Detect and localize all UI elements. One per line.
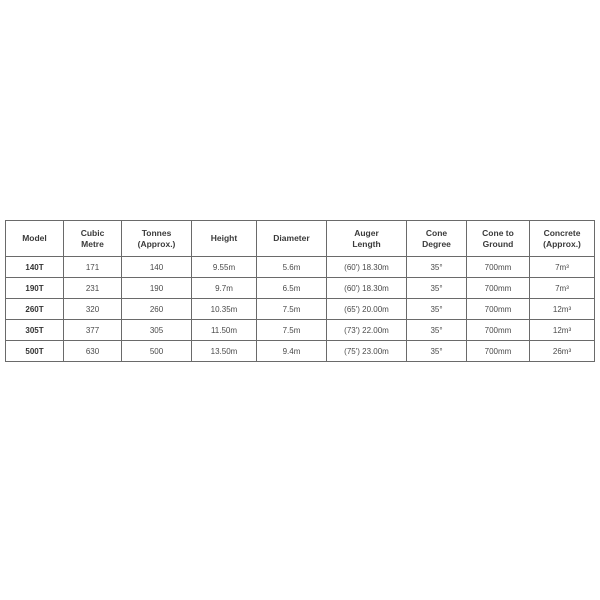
table-row: [6, 341, 595, 362]
cell-model: 500T: [6, 341, 64, 362]
header-height: Height: [192, 221, 257, 257]
header-auger-length: Auger Length: [327, 221, 407, 257]
cell-diameter: 9.4m: [257, 341, 327, 362]
header-tonnes: Tonnes (Approx.): [122, 221, 192, 257]
cell-concrete: 12m³: [530, 299, 595, 320]
cell-auger-length: (75') 23.00m: [327, 341, 407, 362]
cell-cone-degree: 35°: [407, 341, 467, 362]
cell-height: 9.7m: [192, 278, 257, 299]
cell-auger-length: (65') 20.00m: [327, 299, 407, 320]
table-row: [6, 257, 595, 278]
cell-diameter: 7.5m: [257, 299, 327, 320]
cell-diameter: 7.5m: [257, 320, 327, 341]
header-model: Model: [6, 221, 64, 257]
cell-tonnes: 500: [122, 341, 192, 362]
header-cone-to-ground: Cone to Ground: [467, 221, 530, 257]
cell-cone-degree: 35°: [407, 278, 467, 299]
cell-concrete: 12m³: [530, 320, 595, 341]
cell-cubic-metre: 377: [64, 320, 122, 341]
cell-cubic-metre: 630: [64, 341, 122, 362]
cell-height: 10.35m: [192, 299, 257, 320]
cell-cone-degree: 35°: [407, 299, 467, 320]
cell-height: 13.50m: [192, 341, 257, 362]
cell-cone-to-ground: 700mm: [467, 299, 530, 320]
cell-cubic-metre: 320: [64, 299, 122, 320]
table-row: [6, 320, 595, 341]
cell-diameter: 6.5m: [257, 278, 327, 299]
cell-tonnes: 260: [122, 299, 192, 320]
cell-model: 140T: [6, 257, 64, 278]
cell-tonnes: 140: [122, 257, 192, 278]
cell-tonnes: 305: [122, 320, 192, 341]
header-cone-degree: Cone Degree: [407, 221, 467, 257]
header-diameter: Diameter: [257, 221, 327, 257]
cell-height: 9.55m: [192, 257, 257, 278]
table-header-row: [6, 221, 595, 257]
cell-cone-degree: 35°: [407, 320, 467, 341]
cell-concrete: 7m³: [530, 257, 595, 278]
cell-cubic-metre: 231: [64, 278, 122, 299]
cell-cone-to-ground: 700mm: [467, 320, 530, 341]
header-cubic-metre: Cubic Metre: [64, 221, 122, 257]
table-row: [6, 299, 595, 320]
cell-diameter: 5.6m: [257, 257, 327, 278]
cell-auger-length: (60') 18.30m: [327, 257, 407, 278]
cell-cone-to-ground: 700mm: [467, 341, 530, 362]
cell-cone-degree: 35°: [407, 257, 467, 278]
cell-concrete: 26m³: [530, 341, 595, 362]
cell-height: 11.50m: [192, 320, 257, 341]
silo-spec-table: [5, 220, 595, 362]
cell-cone-to-ground: 700mm: [467, 257, 530, 278]
cell-concrete: 7m³: [530, 278, 595, 299]
cell-model: 305T: [6, 320, 64, 341]
cell-auger-length: (60') 18.30m: [327, 278, 407, 299]
cell-cone-to-ground: 700mm: [467, 278, 530, 299]
table-row: [6, 278, 595, 299]
cell-tonnes: 190: [122, 278, 192, 299]
cell-cubic-metre: 171: [64, 257, 122, 278]
cell-model: 190T: [6, 278, 64, 299]
cell-model: 260T: [6, 299, 64, 320]
cell-auger-length: (73') 22.00m: [327, 320, 407, 341]
header-concrete: Concrete (Approx.): [530, 221, 595, 257]
